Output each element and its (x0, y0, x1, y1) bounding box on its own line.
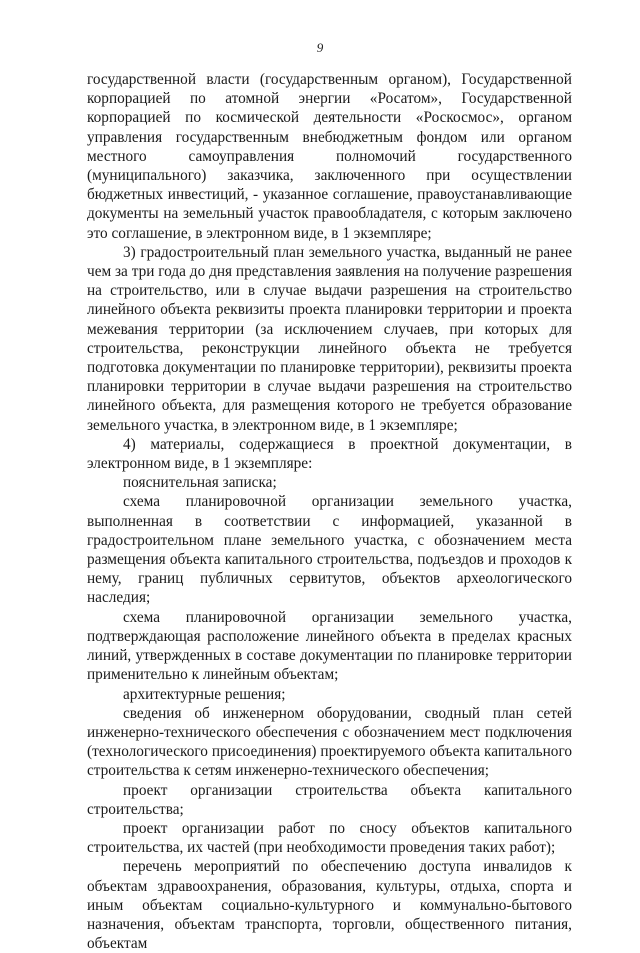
list-item: перечень мероприятий по обеспечению доступа инвалидов к объектам здравоохранения, образования, культуры, отдыха, спорта и иным объектам социально-культурного и коммунально-бытового назначения, объектам транспорта, торговли, общественного питания, объектам (87, 858, 572, 953)
list-item: схема планировочной организации земельного участка, подтверждающая расположение линейного объекта в пределах красных линий, утвержденных в составе документации по планировке территории применительно к линейным объектам; (87, 608, 572, 684)
paragraph-item-3: 3) градостроительный план земельного участка, выданный не ранее чем за три года до дня представления заявления на получение разрешения на строительство, или в случае выдачи разрешения на строительство линейного объекта реквизиты проекта планировки территории и проекта межевания территории (за исключением случаев, при которых для строительства, реконструкции линейного объекта не требуется подготовка документации по планировке территории), реквизиты проекта планировки территории в случае выдачи разрешения на строительство линейного объекта, для размещения которого не требуется образование земельного участка, в электронном виде, в 1 экземпляре; (87, 243, 572, 434)
list-item: архитектурные решения; (123, 685, 286, 703)
page-number: 9 (316, 40, 324, 55)
list-item: проект организации работ по сносу объектов капитального строительства, их частей (при необходимости проведения таких работ); (87, 819, 572, 857)
list-item: проект организации строительства объекта капитального строительства; (87, 781, 572, 818)
list-item: пояснительная записка; (123, 474, 277, 492)
paragraph-item-4: 4) материалы, содержащиеся в проектной документации, в электронном виде, в 1 экземпляре: (87, 435, 572, 473)
list-item: схема планировочной организации земельного участка, выполненная в соответствии с информацией, указанной в градостроительном плане земельного участка, с обозначением места размещения объекта капитального строительства, подъездов и проходов к нему, границ публичных сервитутов, объектов археологического наследия; (87, 493, 572, 607)
document-body (87, 70, 572, 953)
list-item: сведения об инженерном оборудовании, сводный план сетей инженерно-технического обеспечения с обозначением мест подключения (технологического присоединения) проектируемого объекта капитального строительства к сетям инженерно-технического обеспечения; (87, 704, 572, 780)
paragraph-continuation: государственной власти (государственным органом), Государственной корпорацией по атомной энергии «Росатом», Государственной корпорацией по космической деятельности «Роскосмос», органом управления государственным внебюджетным фондом или органом местного самоуправления полномочий государственного (муниципального) заказчика, заключенного при осуществлении бюджетных инвестиций, - указанное соглашение, правоустанавливающие документы на земельный участок правообладателя, с которым заключено это соглашение, в электронном виде, в 1 экземпляре; (87, 71, 572, 242)
